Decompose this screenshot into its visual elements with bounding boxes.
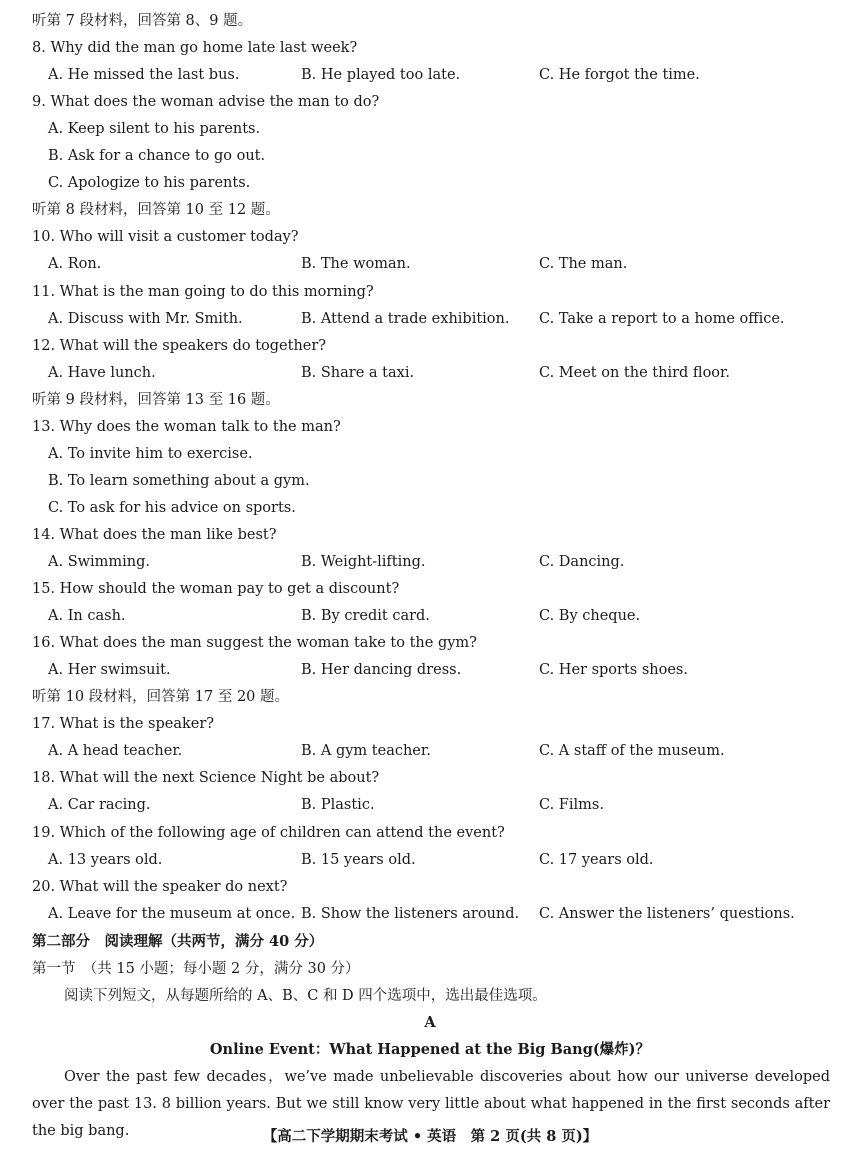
answer-option: C. The man. xyxy=(539,256,628,273)
answer-option: A. Discuss with Mr. Smith. xyxy=(48,310,243,327)
question-stem: 8. Why did the man go home late last week? xyxy=(32,40,358,57)
answer-option: A. To invite him to exercise. xyxy=(48,445,253,462)
answer-option: C. Apologize to his parents. xyxy=(48,175,251,192)
question-stem: 20. What will the speaker do next? xyxy=(32,878,288,895)
answer-option: B. Ask for a chance to go out. xyxy=(48,148,266,165)
answer-option: B. Weight-lifting. xyxy=(301,554,426,570)
answer-option: A. Her swimsuit. xyxy=(48,662,171,679)
answer-option: A. Leave for the museum at once. xyxy=(48,905,296,922)
question-stem: 11. What is the man going to do this morning? xyxy=(32,283,374,300)
question-stem: 9. What does the woman advise the man to do? xyxy=(32,94,380,111)
answer-option: A. 13 years old. xyxy=(48,851,163,868)
part2-title: 第二部分 阅读理解（共两节，满分 40 分） xyxy=(32,933,324,950)
answer-option: B. Show the listeners around. xyxy=(301,905,520,922)
answer-option: C. Take a report to a home office. xyxy=(539,310,785,327)
question-stem: 10. Who will visit a customer today? xyxy=(32,229,299,246)
passage-paragraph-text: Over the past few decades，we’ve made unbelievable discoveries about how our universe developed over the past 13. 8 billion years. But we still know very little about what happened in the first seconds after the big bang. xyxy=(32,1069,830,1139)
question-stem: 18. What will the next Science Night be about? xyxy=(32,770,380,787)
section-heading: 听第 10 段材料，回答第 17 至 20 题。 xyxy=(32,689,290,706)
answer-option: C. Answer the listeners’ questions. xyxy=(539,905,795,922)
answer-option: B. The woman. xyxy=(301,256,411,273)
answer-option: A. He missed the last bus. xyxy=(48,67,240,84)
answer-option: C. By cheque. xyxy=(539,608,641,625)
reading-instruction: 阅读下列短文，从每题所给的 A、B、C 和 D 四个选项中，选出最佳选项。 xyxy=(64,988,547,1004)
answer-option: C. Dancing. xyxy=(539,554,625,570)
question-stem: 19. Which of the following age of children can attend the event? xyxy=(32,824,505,841)
answer-option: A. Keep silent to his parents. xyxy=(48,121,261,138)
answer-option: B. By credit card. xyxy=(301,608,430,625)
page-footer: 【高二下学期期末考试 • 英语 第 2 页(共 8 页)】 xyxy=(262,1128,598,1145)
answer-option: C. To ask for his advice on sports. xyxy=(48,499,296,516)
question-stem: 13. Why does the woman talk to the man? xyxy=(32,418,341,435)
answer-option: B. He played too late. xyxy=(301,67,461,84)
answer-option: C. Her sports shoes. xyxy=(539,662,688,679)
answer-option: B. Her dancing dress. xyxy=(301,662,462,679)
passage-title: Online Event：What Happened at the Big Bang(爆炸)？ xyxy=(209,1041,651,1058)
answer-option: B. Share a taxi. xyxy=(301,364,415,381)
answer-option: B. To learn something about a gym. xyxy=(48,472,310,489)
answer-option: C. Meet on the third floor. xyxy=(539,364,730,381)
question-stem: 15. How should the woman pay to get a discount? xyxy=(32,581,400,598)
answer-option: A. In cash. xyxy=(48,608,126,625)
question-stem: 14. What does the man like best? xyxy=(32,526,277,543)
question-stem: 12. What will the speakers do together? xyxy=(32,337,327,354)
answer-option: A. Car racing. xyxy=(48,797,151,814)
section-heading: 听第 8 段材料，回答第 10 至 12 题。 xyxy=(32,202,280,219)
answer-option: C. 17 years old. xyxy=(539,851,654,868)
question-stem: 16. What does the man suggest the woman take to the gym? xyxy=(32,635,477,652)
section-heading: 听第 9 段材料，回答第 13 至 16 题。 xyxy=(32,391,280,408)
question-stem: 17. What is the speaker? xyxy=(32,716,215,733)
answer-option: B. Plastic. xyxy=(301,797,375,814)
answer-option: C. A staff of the museum. xyxy=(539,743,725,760)
answer-option: A. Ron. xyxy=(48,256,102,273)
answer-option: C. He forgot the time. xyxy=(539,67,700,84)
answer-option: B. 15 years old. xyxy=(301,851,416,868)
answer-option: C. Films. xyxy=(539,797,604,814)
answer-option: A. A head teacher. xyxy=(48,743,183,760)
answer-option: A. Swimming. xyxy=(48,554,151,570)
answer-option: B. Attend a trade exhibition. xyxy=(301,310,510,327)
section-heading: 听第 7 段材料，回答第 8、9 题。 xyxy=(32,13,253,29)
section1-heading: 第一节 （共 15 小题；每小题 2 分，满分 30 分） xyxy=(32,961,360,977)
passage-letter: A xyxy=(424,1014,436,1031)
answer-option: B. A gym teacher. xyxy=(301,743,431,760)
answer-option: A. Have lunch. xyxy=(48,364,156,381)
